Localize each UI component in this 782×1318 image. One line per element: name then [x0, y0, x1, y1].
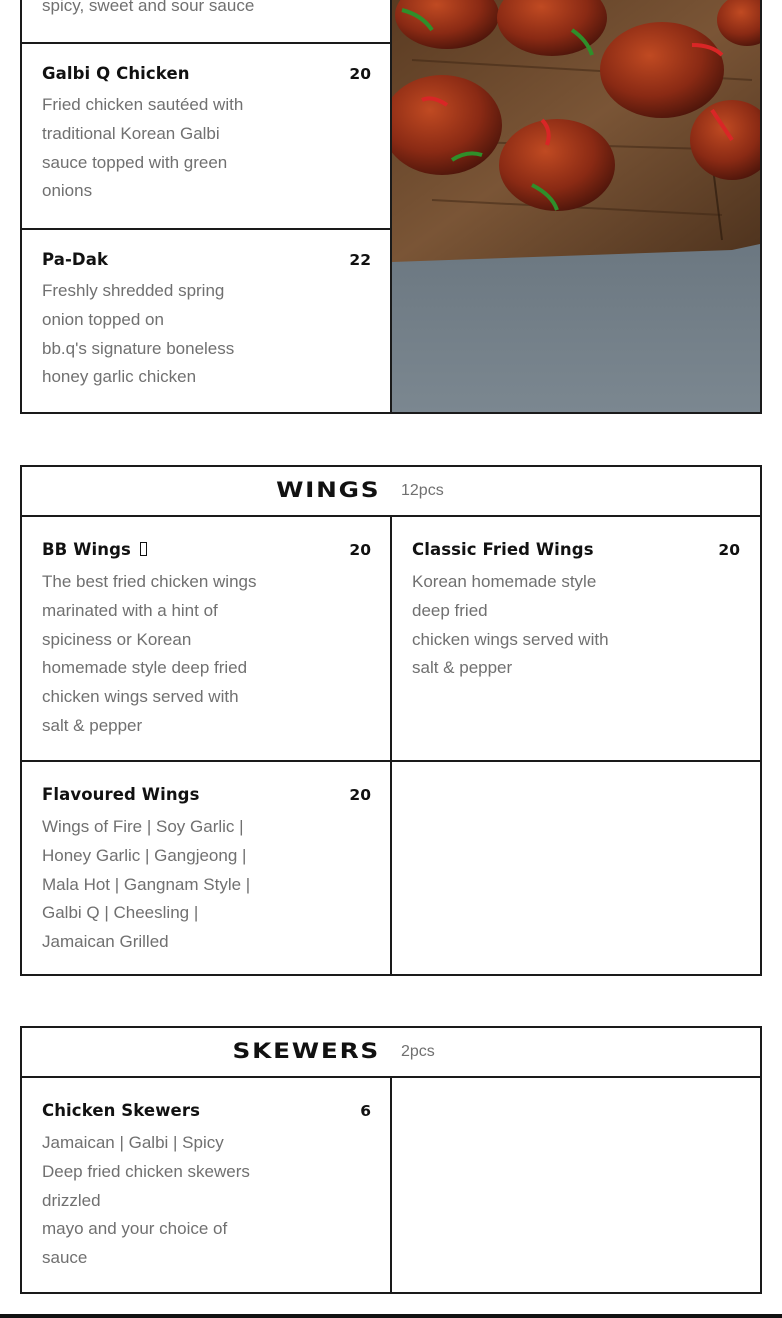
item-name: Galbi Q Chicken — [42, 64, 190, 83]
item-description: Wings of Fire | Soy Garlic | Honey Garlic | Gangjeong | Mala Hot | Gangnam Style | Galbi Q | Cheesling | Jamaican Grilled — [42, 817, 251, 952]
menu-item-partial — [22, 0, 391, 44]
menu-item-galbi-q-chicken[interactable] — [22, 44, 391, 228]
empty-cell — [392, 1078, 760, 1292]
food-image — [392, 0, 760, 412]
item-name: Flavoured Wings — [42, 785, 200, 804]
skewers-section — [20, 1026, 762, 1294]
item-description: The best fried chicken wings marinated with a hint of spiciness or Korean homemade style deep fried chicken wings served with salt & pepper — [42, 572, 257, 735]
section-subtitle: 12pcs — [401, 482, 444, 499]
menu-item-classic-fried-wings[interactable] — [392, 517, 760, 760]
column-divider — [390, 1078, 392, 1292]
section-title: SKEWERS — [232, 1039, 380, 1063]
wings-section — [20, 465, 762, 976]
item-price: 6 — [360, 1102, 371, 1120]
menu-item-bb-wings[interactable] — [22, 517, 391, 760]
item-price: 22 — [349, 251, 371, 269]
fried-chicken-photo — [392, 0, 760, 412]
column-divider — [390, 517, 392, 974]
top-menu-section — [20, 0, 762, 414]
item-price: 20 — [349, 786, 371, 804]
section-header — [22, 467, 760, 517]
page-bottom-rule — [0, 1314, 782, 1318]
item-description: spicy, sweet and sour sauce — [42, 0, 255, 15]
item-price: 20 — [718, 541, 740, 559]
spicy-icon — [140, 542, 147, 556]
menu-item-flavoured-wings[interactable] — [22, 762, 391, 974]
section-title: WINGS — [275, 478, 380, 502]
item-price: 20 — [349, 541, 371, 559]
item-price: 20 — [349, 65, 371, 83]
item-description: Korean homemade style deep fried chicken wings served with salt & pepper — [412, 572, 609, 678]
empty-cell — [392, 762, 760, 974]
item-description: Fried chicken sautéed with traditional Korean Galbi sauce topped with green onions — [42, 95, 244, 201]
section-subtitle: 2pcs — [401, 1043, 435, 1060]
section-header — [22, 1028, 760, 1078]
item-name: Pa-Dak — [42, 250, 109, 269]
item-description: Freshly shredded spring onion topped on bb.q's signature boneless honey garlic chicken — [42, 281, 235, 387]
menu-item-chicken-skewers[interactable] — [22, 1078, 391, 1292]
item-description: Jamaican | Galbi | Spicy Deep fried chicken skewers drizzled mayo and your choice of sauce — [42, 1133, 250, 1268]
item-name: Chicken Skewers — [42, 1101, 201, 1120]
menu-item-pa-dak[interactable] — [22, 230, 391, 414]
item-name: BB Wings — [42, 540, 147, 559]
item-name: Classic Fried Wings — [412, 540, 594, 559]
